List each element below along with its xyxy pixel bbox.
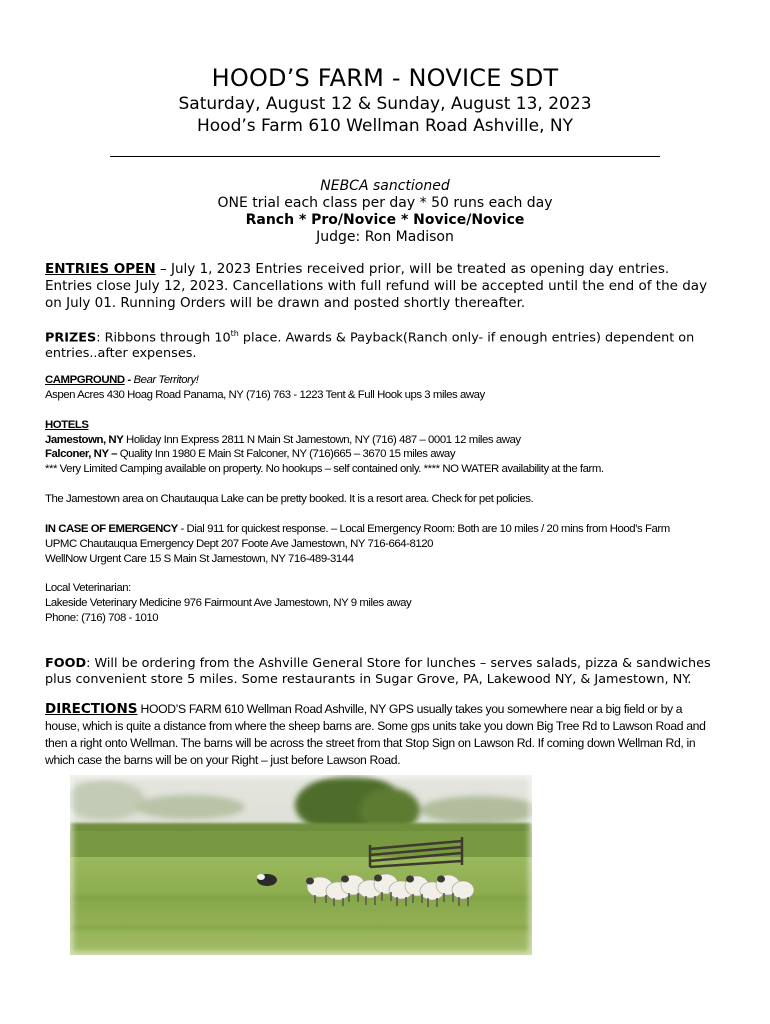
entries-section	[45, 261, 720, 312]
event-location: Hood’s Farm 610 Wellman Road Ashville, NY	[197, 116, 573, 136]
emergency-text: - Dial 911 for quickest response. – Local Emergency Room: Both are 10 miles / 20 mins from Hood’s Farm	[177, 523, 670, 535]
sheep-field-image	[70, 775, 532, 955]
campground-note: Bear Territory!	[133, 374, 199, 386]
prizes-text-a: : Ribbons through 10	[96, 330, 231, 346]
prizes-heading: PRIZES	[45, 330, 97, 346]
hotel-jamestown-text: Holiday Inn Express 2811 N Main St Jamestown, NY (716) 487 – 0001 12 miles away	[123, 434, 521, 446]
hotel-jamestown-city: Jamestown, NY	[45, 434, 124, 446]
vet-line: Lakeside Veterinary Medicine 976 Fairmount Ave Jamestown, NY 9 miles away	[45, 597, 412, 609]
food-text: : Will be ordering from the Ashville General Store for lunches – serves salads, pizza & sandwiches plus convenient store 5 miles. Some restaurants in Sugar Grove, PA, Lakewood NY, & Jamestown, NY.	[45, 656, 711, 687]
classes-line: Ranch * Pro/Novice * Novice/Novice	[245, 212, 525, 228]
prizes-section	[45, 326, 720, 362]
camping-note: *** Very Limited Camping available on property. No hookups – self contained only. **** NO WATER availability at the farm.	[45, 463, 604, 475]
prizes-sup: th	[230, 329, 239, 338]
campground-heading-line	[45, 374, 198, 386]
hotels-heading: HOTELS	[45, 419, 89, 431]
judge-line: Judge: Ron Madison	[316, 229, 454, 245]
emergency-heading: IN CASE OF EMERGENCY	[45, 523, 178, 535]
event-dates: Saturday, August 12 & Sunday, August 13, 2023	[178, 94, 592, 114]
campground-dash: -	[124, 374, 134, 386]
emergency-urgent-care: WellNow Urgent Care 15 S Main St Jamestown, NY 716-489-3144	[45, 553, 354, 565]
farm-photo	[70, 775, 532, 955]
campground-line: Aspen Acres 430 Hoag Road Panama, NY (716) 763 - 1223 Tent & Full Hook ups 3 miles away	[45, 389, 485, 401]
hotel-jamestown	[45, 434, 521, 446]
hotel-falconer	[45, 448, 455, 460]
food-heading: FOOD	[45, 656, 87, 671]
vet-phone: Phone: (716) 708 - 1010	[45, 612, 159, 624]
hotel-falconer-text: Quality Inn 1980 E Main St Falconer, NY (716)665 – 3670 15 miles away	[117, 448, 456, 460]
page-title: HOOD’S FARM - NOVICE SDT	[211, 64, 559, 92]
campground-heading: CAMPGROUND	[45, 374, 125, 386]
emergency-hospital: UPMC Chautauqua Emergency Dept 207 Foote Ave Jamestown, NY 716-664-8120	[45, 538, 434, 550]
sanction-line: NEBCA sanctioned	[320, 178, 450, 194]
emergency-line	[45, 523, 670, 535]
prizes-text-b: place. Awards & Payback(Ranch only- if enough entries) dependent on entries..after expenses.	[45, 330, 695, 362]
title-divider	[110, 156, 660, 157]
hotel-falconer-city: Falconer, NY –	[45, 448, 117, 460]
entries-text: – July 1, 2023 Entries received prior, will be treated as opening day entries. Entries close July 12, 2023. Cancellations with full refund will be accepted until the end of the day on July 01. Running Orders will be drawn and posted shortly thereafter.	[45, 261, 708, 311]
directions-text: HOOD’S FARM 610 Wellman Road Ashville, NY GPS usually takes you somewhere near a big field or by a house, which is quite a distance from where the sheep barns are. Some gps units take you down Big Tree Rd to Lawson Road and then a right onto Wellman. The barns will be across the street from that Stop Sign on Lawson Rd. If coming down Wellman Rd, in which case the barns will be on your Right – just before Lawson Road.	[45, 702, 706, 767]
area-note: The Jamestown area on Chautauqua Lake can be pretty booked. It is a resort area. Check for pet policies.	[45, 493, 534, 505]
entries-heading: ENTRIES OPEN	[45, 261, 156, 277]
vet-label: Local Veterinarian:	[45, 582, 131, 594]
directions-heading: DIRECTIONS	[45, 701, 138, 717]
food-section	[45, 656, 725, 688]
directions-section	[45, 701, 710, 769]
trials-line: ONE trial each class per day * 50 runs each day	[217, 195, 553, 211]
